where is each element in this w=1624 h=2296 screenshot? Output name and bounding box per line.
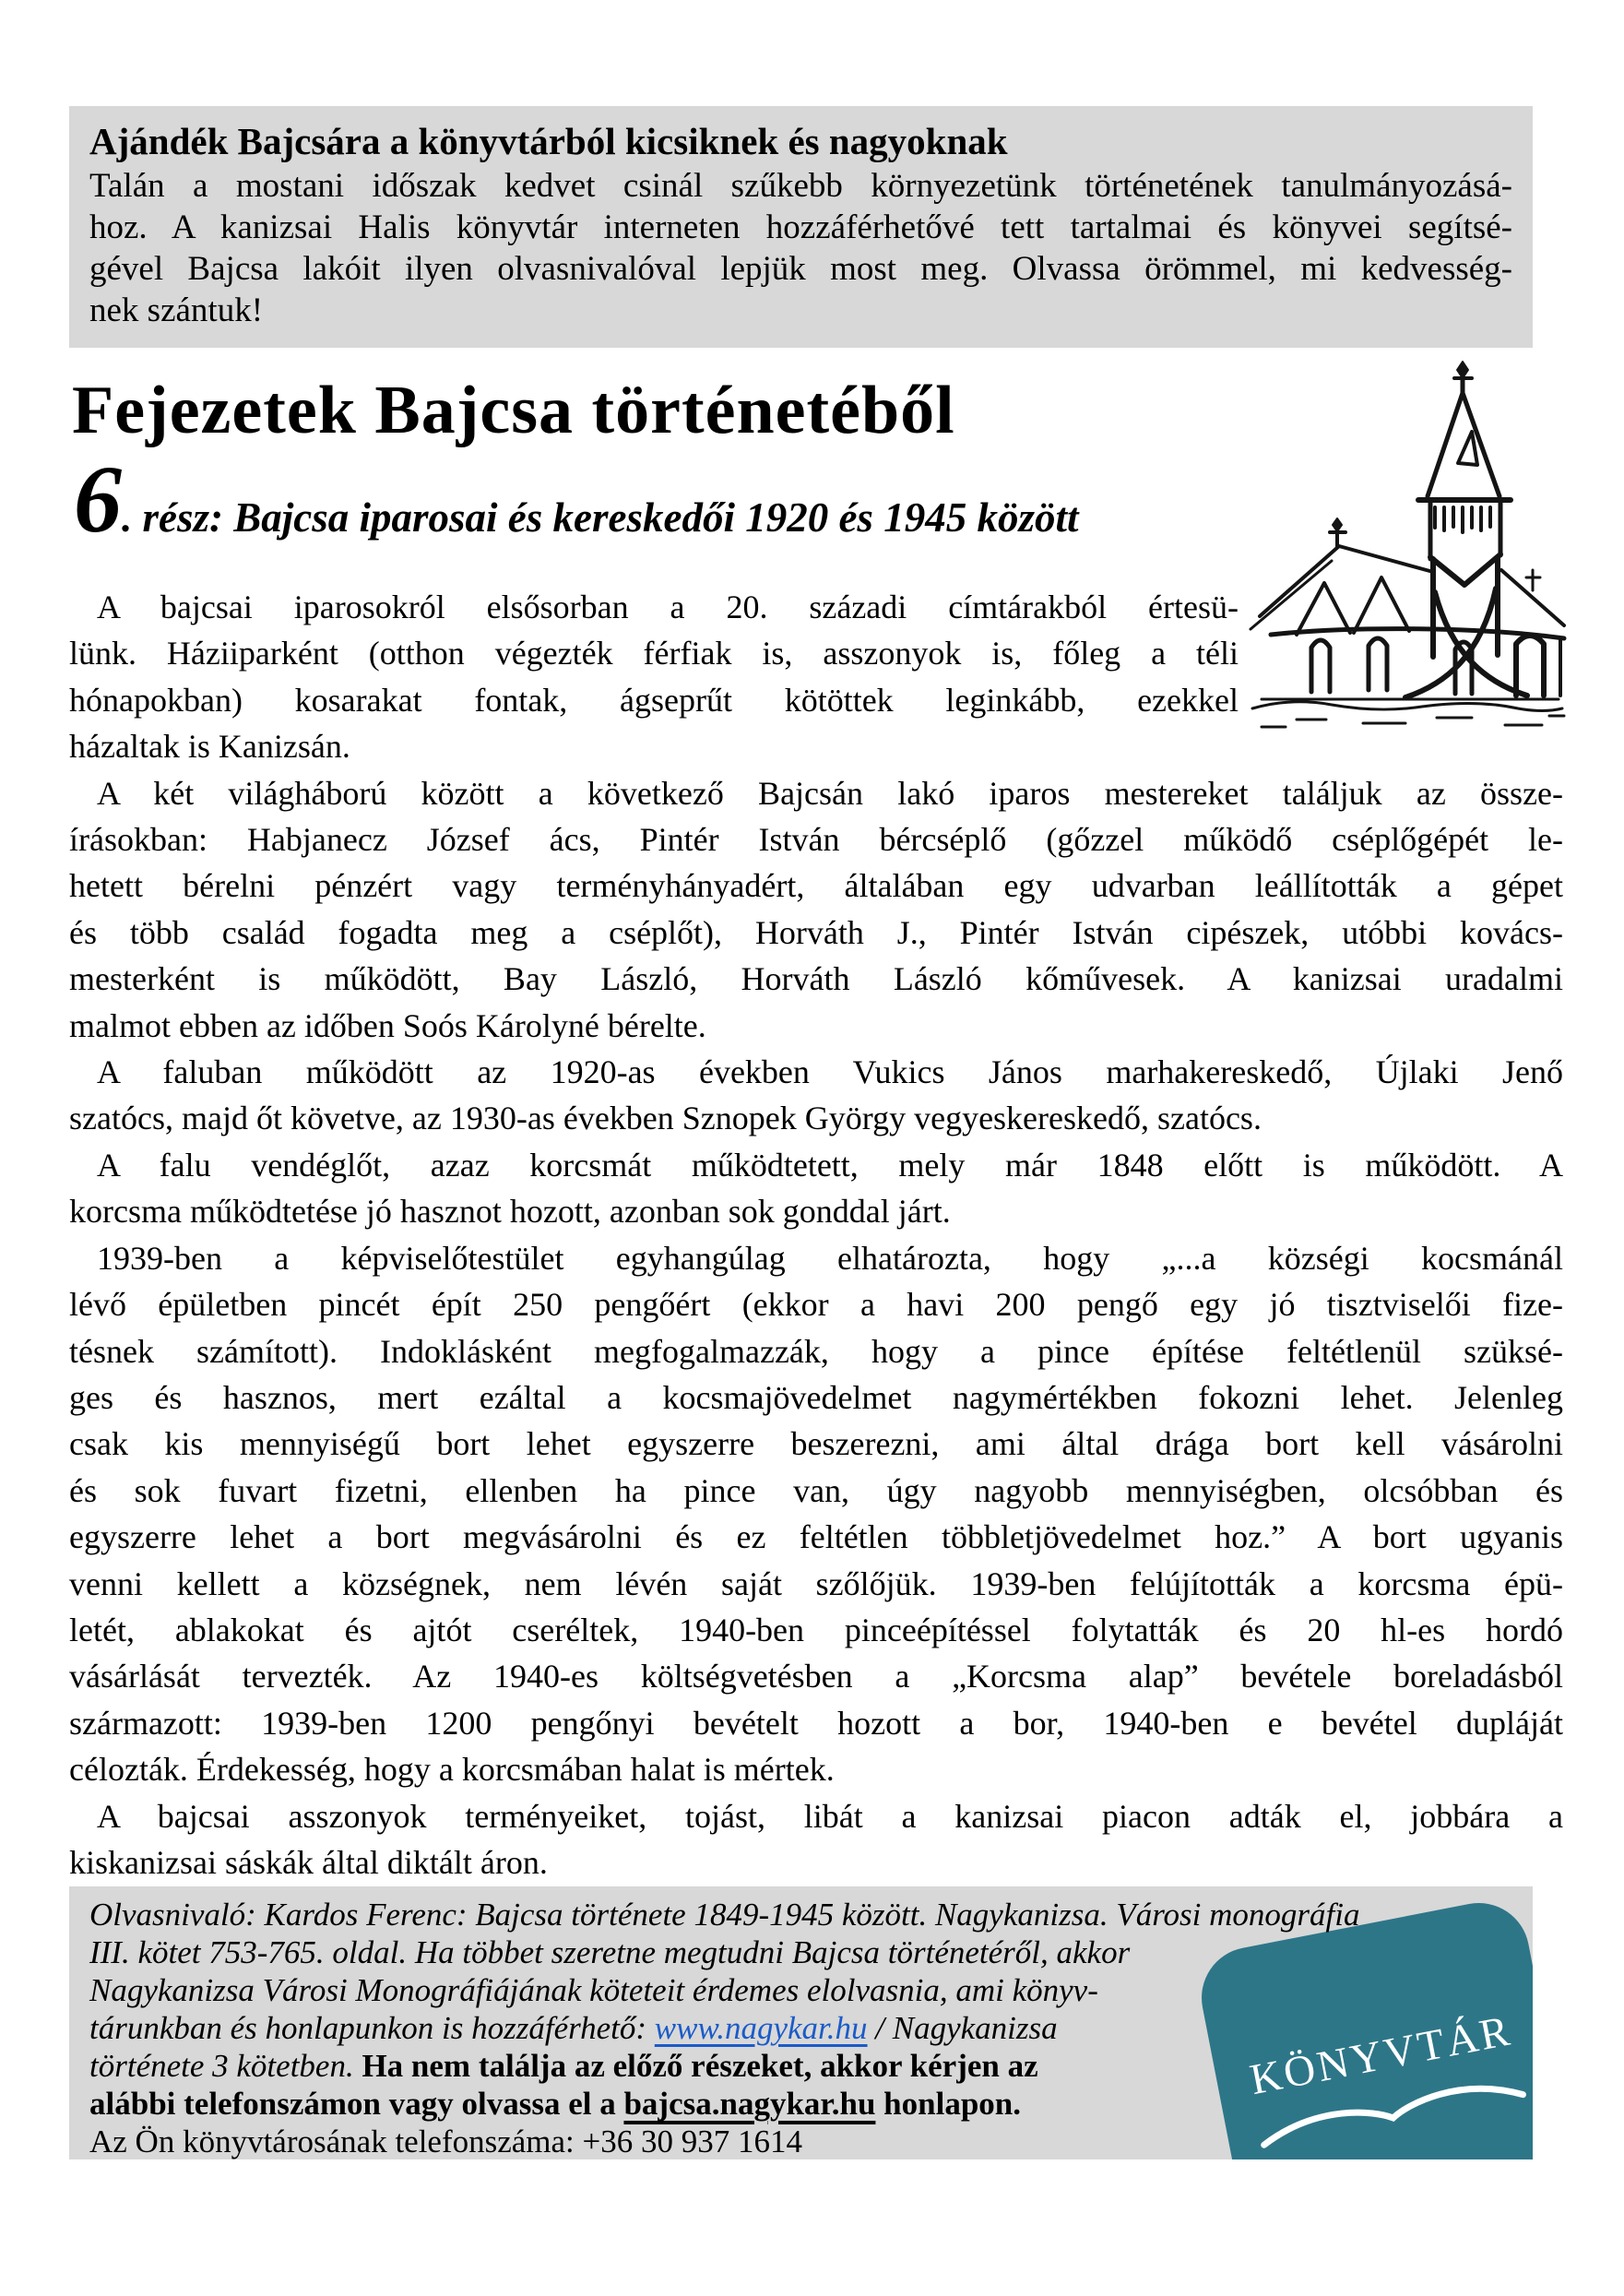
footer-segment: Olvasnivaló: Kardos Ferenc: Bajcsa története 1849-1945 között. Nagykanizsa. Városi monográfia <box>89 1897 1360 1933</box>
body-text-line: mesterként is működött, Bay László, Horváth László kőművesek. A kanizsai uradalmi <box>69 960 1563 998</box>
body-text-line: házaltak is Kanizsán. <box>69 728 350 766</box>
footer-line <box>89 1971 1512 2009</box>
footer-line <box>89 1933 1512 1971</box>
footer-segment: Az Ön könyvtárosának telefonszáma: +36 30 937 1614 <box>89 2124 803 2159</box>
part-title: . rész: Bajcsa iparosai és kereskedői 1920 és 1945 között <box>122 494 1079 541</box>
body-text-line: csak kis mennyiségű bort lehet egyszerre beszerezni, ami által drága bort kell vásárolni <box>69 1425 1563 1463</box>
body-text-line: lévő épületben pincét épít 250 pengőért (ekkor a havi 200 pengő egy jó tisztviselői fize- <box>69 1286 1563 1324</box>
footer-segment: Ha nem találja az előző részeket, akkor kérjen az <box>362 2048 1038 2084</box>
body-text-line: A faluban működött az 1920-as években Vukics János marhakereskedő, Újlaki Jenő <box>97 1053 1563 1091</box>
body-text-line: venni kellett a községnek, nem lévén saját szőlőjük. 1939-ben felújították a korcsma épü- <box>69 1564 1563 1602</box>
body-text-line: szatócs, majd őt követve, az 1930-as években Sznopek György vegyeskereskedő, szatócs. <box>69 1100 1262 1137</box>
part-subtitle <box>74 448 1078 552</box>
body-text-line: A falu vendéglőt, azaz korcsmát működtetett, mely már 1848 előtt is működött. A <box>97 1146 1563 1184</box>
footer-line <box>89 1896 1512 1933</box>
footer-line <box>89 2085 1512 2123</box>
body-text-line: ges és hasznos, mert ezáltal a kocsmajövedelmet nagymértékben fokozni lehet. Jelenleg <box>69 1378 1563 1416</box>
footer-box <box>69 1886 1533 2159</box>
body-text-line: vásárlását tervezték. Az 1940-es költségvetésben a „Korcsma alap” bevétele boreladásból <box>69 1658 1563 1695</box>
body-text-line: származott: 1939-ben 1200 pengőnyi bevételt hozott a bor, 1940-ben e bevétel dupláját <box>69 1704 1563 1742</box>
header-paragraph <box>89 165 1512 331</box>
footer-segment: III. kötet 753-765. oldal. Ha többet szeretne megtudni Bajcsa történetéről, akkor <box>89 1934 1131 1970</box>
body-text-line: tésnek számított). Indoklásként megfogalmazzák, hogy a pince építése feltétlenül szüksé- <box>69 1332 1563 1370</box>
article-body <box>69 584 1563 1886</box>
header-text-line: hoz. A kanizsai Halis könyvtár interneten hozzáférhetővé tett tartalmai és könyvei segítsé- <box>89 208 1512 246</box>
body-text-line: lünk. Háziiparként (otthon végezték férfiak is, asszonyok is, főleg a téli <box>69 635 1239 672</box>
header-text-line: nek szántuk! <box>89 291 264 329</box>
body-text-line: célozták. Érdekesség, hogy a korcsmában halat is mértek. <box>69 1751 835 1789</box>
part-number: 6 <box>74 446 122 553</box>
body-text-line: hetett bérelni pénzért vagy terményhányadért, általában egy udvarban leállították a gépet <box>69 867 1563 905</box>
body-text-line: írásokban: Habjanecz József ács, Pintér István bércséplő (gőzzel működő cséplőgépét le- <box>69 821 1563 859</box>
footer-line <box>89 2123 1512 2159</box>
body-text-line: letét, ablakokat és ajtót cseréltek, 1940-ben pinceépítéssel folytatták és 20 hl-es hordó <box>69 1611 1563 1648</box>
body-text-line: és sok fuvart fizetni, ellenben ha pince van, úgy nagyobb mennyiségben, olcsóbban és <box>69 1471 1563 1509</box>
header-box <box>69 106 1533 348</box>
footer-segment: alábbi telefonszámon vagy olvassa el a <box>89 2086 624 2122</box>
footer-segment: / Nagykanizsa <box>867 2010 1058 2046</box>
footer-segment: tárunkban és honlapunkon is hozzáférhető: <box>89 2010 655 2046</box>
body-text-line: hónapokban) kosarakat fontak, ágseprűt kötöttek leginkább, ezekkel <box>69 681 1239 719</box>
page-title: Fejezetek Bajcsa történetéből <box>72 373 955 448</box>
footer-segment: története 3 kötetben. <box>89 2048 362 2084</box>
footer-segment: Nagykanizsa Városi Monográfiájának köteteit érdemes elolvasnia, ami könyv- <box>89 1972 1098 2008</box>
body-text-line: malmot ebben az időben Soós Károlyné bérelte. <box>69 1006 706 1044</box>
body-text-line: A bajcsai iparosokról elsősorban a 20. századi címtárakból értesü- <box>97 589 1239 625</box>
body-text-line: A két világháború között a következő Bajcsán lakó iparos mestereket találjuk az össze- <box>97 774 1563 812</box>
body-text-line: és több család fogadta meg a cséplőt), Horváth J., Pintér István cipészek, utóbbi kovács- <box>69 913 1563 951</box>
header-text-line: gével Bajcsa lakóit ilyen olvasnivalóval lepjük most meg. Olvassa örömmel, mi kedvesség- <box>89 250 1512 288</box>
body-text-line: A bajcsai asszonyok terményeiket, tojást, libát a kanizsai piacon adták el, jobbára a <box>97 1797 1563 1835</box>
body-text-line: egyszerre lehet a bort megvásárolni és ez feltétlen többletjövedelmet hoz.” A bort ugyanis <box>69 1518 1563 1556</box>
footer-text <box>89 1896 1512 2159</box>
footer-segment: honlapon. <box>875 2086 1022 2122</box>
body-text-line: kiskanizsai sáskák által diktált áron. <box>69 1843 548 1881</box>
library-logo-label: KÖNYVTÁR <box>1246 2006 1516 2105</box>
footer-url-link[interactable]: www.nagykar.hu <box>654 2010 868 2046</box>
header-text-line: Talán a mostani időszak kedvet csinál szűkebb környezetünk történetének tanulmányozásá- <box>89 167 1512 205</box>
footer-line <box>89 2009 1512 2047</box>
footer-url-link[interactable]: bajcsa.nagykar.hu <box>623 2086 876 2122</box>
body-text-line: korcsma működtetése jó hasznot hozott, azonban sok gonddal járt. <box>69 1193 951 1231</box>
body-text-line: 1939-ben a képviselőtestület egyhangúlag elhatározta, hogy „...a községi kocsmánál <box>97 1239 1563 1277</box>
footer-line <box>89 2047 1512 2085</box>
header-box-title: Ajándék Bajcsára a könyvtárból kicsiknek és nagyoknak <box>89 120 1008 162</box>
